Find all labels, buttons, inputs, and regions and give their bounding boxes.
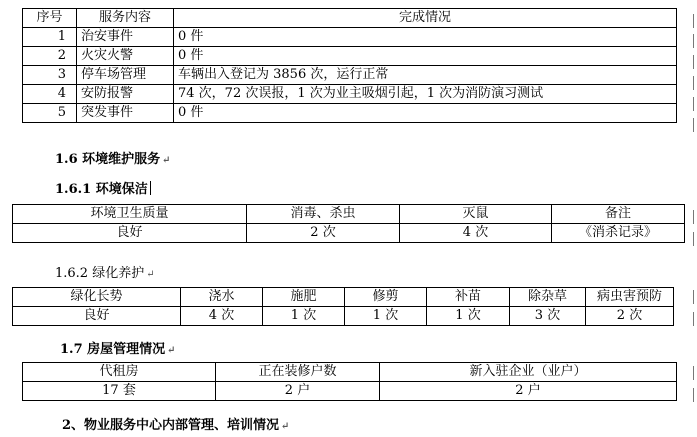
header-cell: 完成情况 [174, 9, 677, 28]
header-cell: 序号 [23, 9, 77, 28]
section-heading-1-6-2 [55, 262, 155, 281]
service-item: 安防报警 [77, 85, 174, 104]
table-header-row [23, 9, 677, 28]
header-cell: 病虫害预防 [586, 288, 674, 307]
service-item: 突发事件 [77, 104, 174, 123]
header-cell: 服务内容 [77, 9, 174, 28]
section-heading-2 [62, 414, 289, 433]
value-cell: 17 套 [23, 382, 216, 401]
row-number: 1 [23, 28, 77, 47]
greening-table [12, 287, 674, 326]
paragraph-mark-icon: ↵ [281, 421, 290, 432]
paragraph-mark-icon: ↵ [167, 345, 176, 356]
service-item: 治安事件 [77, 28, 174, 47]
header-cell: 代租房 [23, 363, 216, 382]
service-item: 停车场管理 [77, 66, 174, 85]
service-table [22, 8, 677, 123]
header-cell: 绿化长势 [13, 288, 181, 307]
table-row [13, 224, 685, 243]
value-cell: 3 次 [510, 307, 586, 326]
table-header-row [23, 363, 677, 382]
section-heading-1-7 [60, 338, 176, 357]
row-number: 4 [23, 85, 77, 104]
section-heading-1-6-1 [55, 178, 151, 197]
header-cell: 正在装修户数 [216, 363, 380, 382]
value-cell: 良好 [13, 307, 181, 326]
value-cell: 2 次 [247, 224, 400, 243]
service-status: 0 件 [174, 104, 677, 123]
header-cell: 新入驻企业（业户） [380, 363, 677, 382]
header-cell: 浇水 [181, 288, 263, 307]
header-cell: 备注 [552, 205, 685, 224]
header-cell: 灭鼠 [400, 205, 552, 224]
row-number: 3 [23, 66, 77, 85]
value-cell: 4 次 [400, 224, 552, 243]
row-end-markers [686, 0, 694, 437]
header-cell: 环境卫生质量 [13, 205, 247, 224]
table-row [23, 28, 677, 47]
housing-table [22, 362, 677, 401]
service-status: 74 次，72 次误报，1 次为业主吸烟引起，1 次为消防演习测试 [174, 85, 677, 104]
paragraph-mark-icon: ↵ [146, 269, 155, 280]
value-cell: 1 次 [263, 307, 345, 326]
value-cell: 1 次 [427, 307, 510, 326]
value-cell: 2 次 [586, 307, 674, 326]
service-status: 0 件 [174, 28, 677, 47]
header-cell: 消毒、杀虫 [247, 205, 400, 224]
table-row [23, 104, 677, 123]
heading-text: 1.6.1 环境保洁 [55, 182, 148, 197]
heading-text: 1.6.2 绿化养护 [55, 266, 145, 281]
section-heading-1-6 [55, 148, 171, 167]
text-cursor [150, 181, 151, 195]
heading-text: 1.7 房屋管理情况 [60, 342, 166, 357]
value-cell: 2 户 [380, 382, 677, 401]
service-item: 火灾火警 [77, 47, 174, 66]
table-header-row [13, 288, 674, 307]
row-number: 2 [23, 47, 77, 66]
value-cell: 《消杀记录》 [552, 224, 685, 243]
table-row [23, 47, 677, 66]
value-cell: 良好 [13, 224, 247, 243]
header-cell: 补苗 [427, 288, 510, 307]
paragraph-mark-icon: ↵ [162, 155, 171, 166]
header-cell: 施肥 [263, 288, 345, 307]
value-cell: 2 户 [216, 382, 380, 401]
heading-text: 1.6 环境维护服务 [55, 152, 161, 167]
table-row [13, 307, 674, 326]
table-row [23, 382, 677, 401]
table-header-row [13, 205, 685, 224]
service-status: 0 件 [174, 47, 677, 66]
table-row [23, 66, 677, 85]
value-cell: 1 次 [345, 307, 427, 326]
header-cell: 修剪 [345, 288, 427, 307]
cleaning-table [12, 204, 685, 243]
header-cell: 除杂草 [510, 288, 586, 307]
value-cell: 4 次 [181, 307, 263, 326]
heading-text: 2、物业服务中心内部管理、培训情况 [62, 418, 280, 433]
row-number: 5 [23, 104, 77, 123]
service-status: 车辆出入登记为 3856 次，运行正常 [174, 66, 677, 85]
table-row [23, 85, 677, 104]
